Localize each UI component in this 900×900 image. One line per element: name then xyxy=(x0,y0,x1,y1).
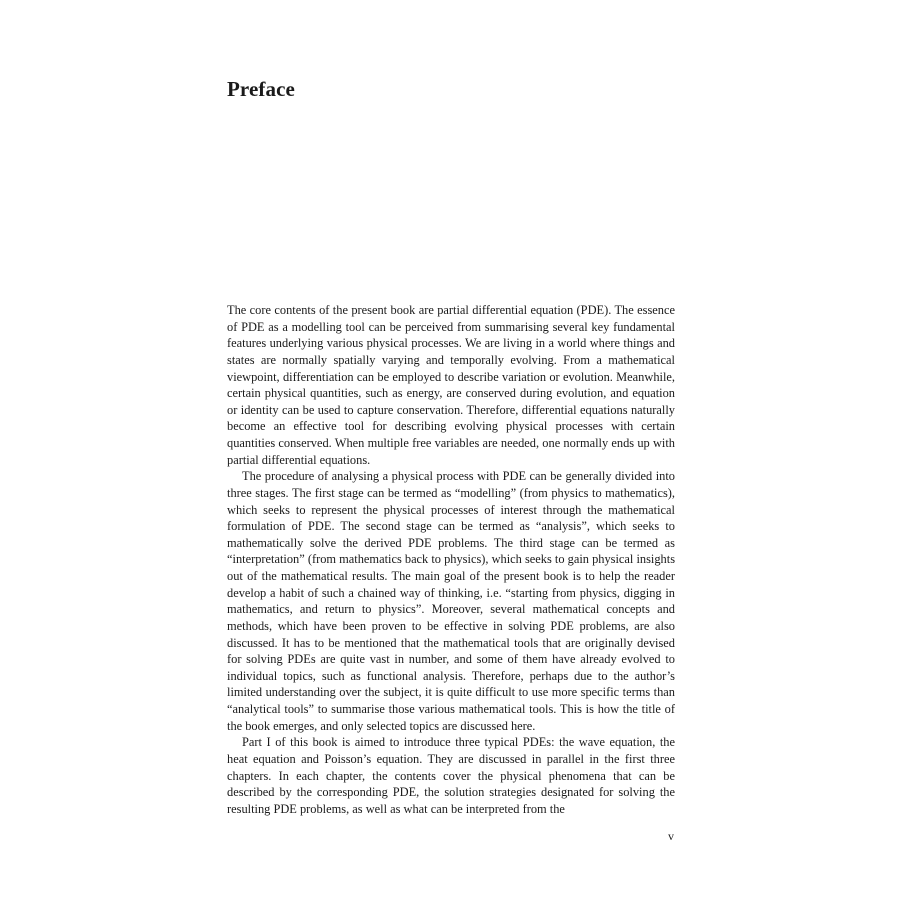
page-number: v xyxy=(668,829,674,843)
preface-body xyxy=(227,302,675,817)
paragraph-3: Part I of this book is aimed to introduce three typical PDEs: the wave equation, the heat equation and Poisson’s equation. They are discussed in parallel in the first three chapters. In each chapter, the contents cover the physical phenomena that can be described by the corresponding PDE, the solution strategies designated for solving the resulting PDE problems, as well as what can be interpreted from the xyxy=(227,735,675,816)
page-title: Preface xyxy=(227,77,295,101)
paragraph-1: The core contents of the present book are partial differential equation (PDE). The essence of PDE as a modelling tool can be perceived from summarising several key fundamental features underlying various physical processes. We are living in a world where things and states are normally spatially varying and temporally evolving. From a mathematical viewpoint, differentiation can be employed to describe variation or evolution. Meanwhile, certain physical quantities, such as energy, are conserved during evolution, and equation or identity can be used to capture conservation. Therefore, differential equations naturally become an effective tool for describing evolving physical processes with certain quantities conserved. When multiple free variables are needed, one normally ends up with partial differential equations. xyxy=(227,303,675,467)
paragraph-2: The procedure of analysing a physical process with PDE can be generally divided into three stages. The first stage can be termed as “modelling” (from physics to mathematics), which seeks to represent the physical processes of interest through the mathematical formulation of PDE. The second stage can be termed as “analysis”, which seeks to mathematically solve the derived PDE problems. The third stage can be termed as “interpretation” (from mathematics back to physics), which seeks to gain physical insights out of the mathematical results. The main goal of the present book is to help the reader develop a habit of such a chained way of thinking, i.e. “starting from physics, digging in mathematics, and return to physics”. Moreover, several mathematical concepts and methods, which have been proven to be effective in solving PDE problems, are also discussed. It has to be mentioned that the mathematical tools that are originally devised for solving PDEs are quite vast in number, and some of them have already evolved to individual topics, such as functional analysis. Therefore, perhaps due to the author’s limited understanding over the subject, it is quite difficult to use more specific terms than “analytical tools” to summarise those various mathematical tools. This is how the title of the book emerges, and only selected topics are discussed here. xyxy=(227,469,676,733)
